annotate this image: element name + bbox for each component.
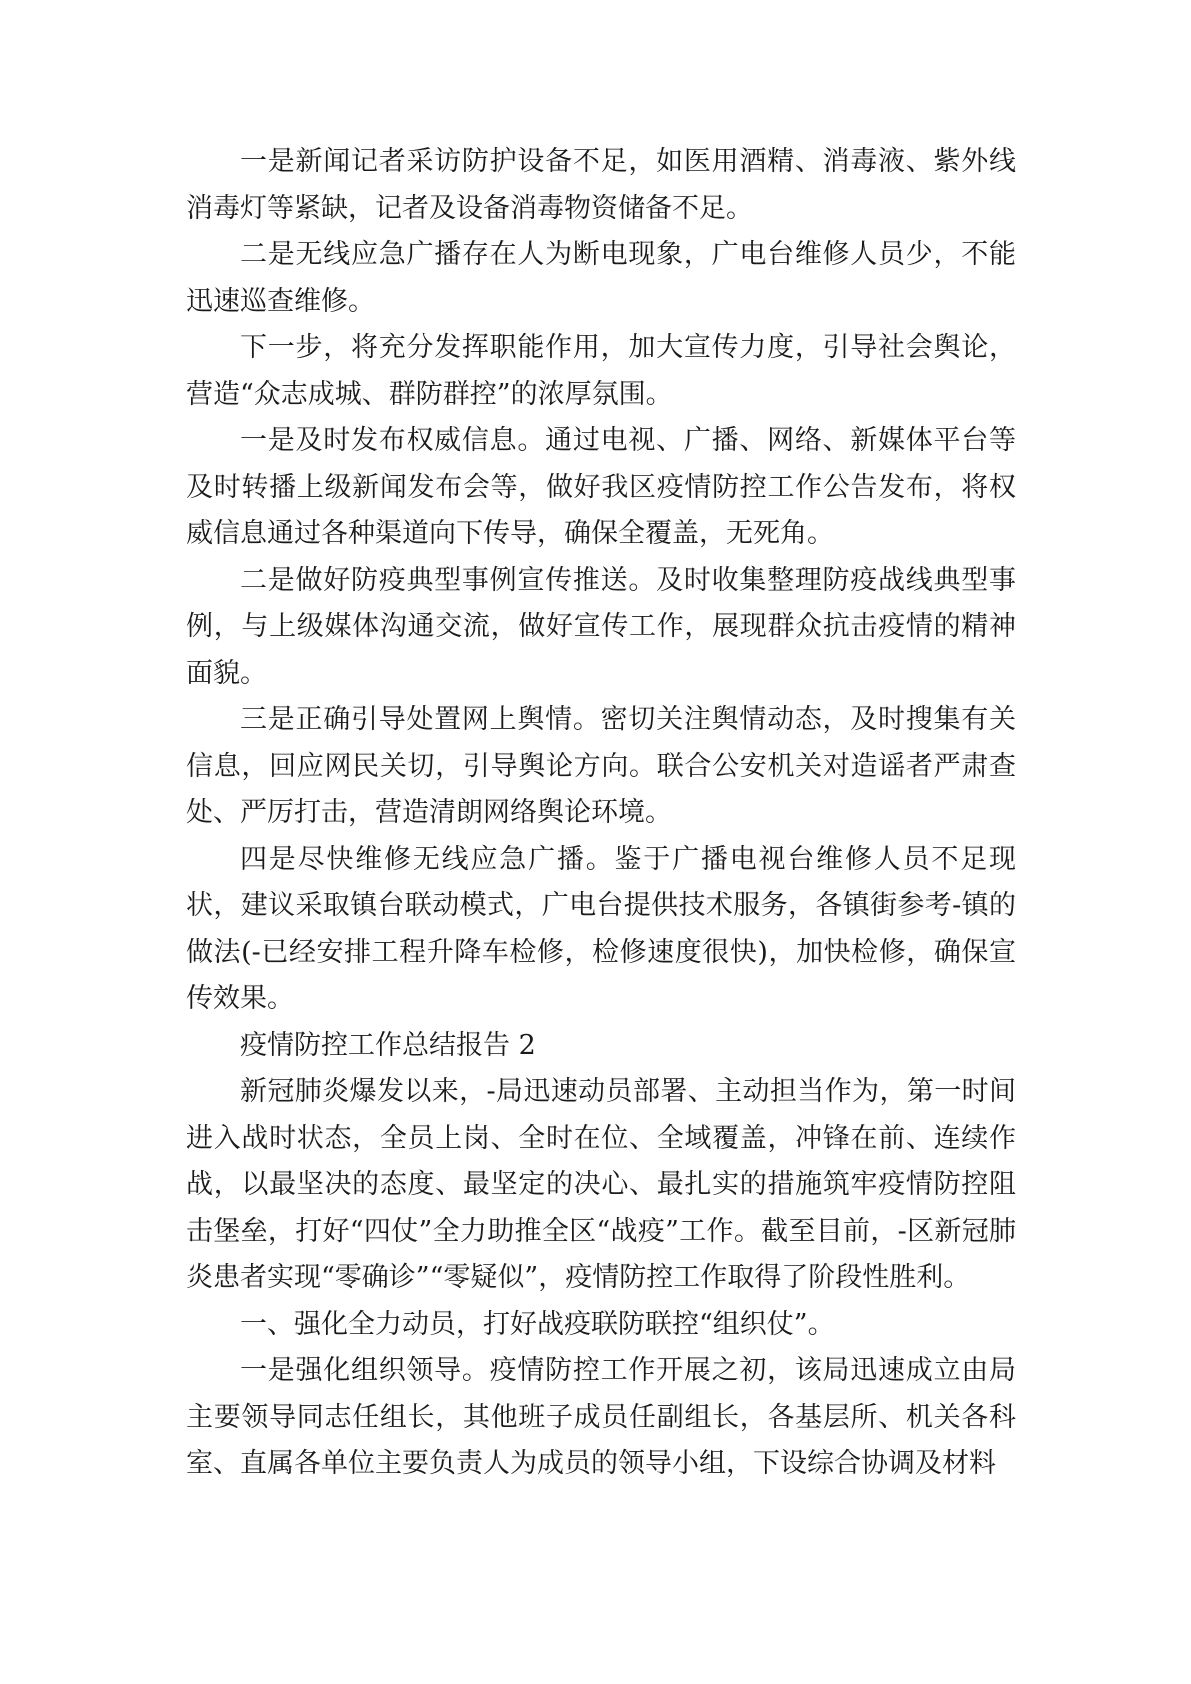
section-title: 疫情防控工作总结报告 2 bbox=[240, 1029, 536, 1061]
document-body bbox=[186, 139, 1016, 1488]
paragraph-4: 一是及时发布权威信息。通过电视、广播、网络、新媒体平台等及时转播上级新闻发布会等，做好我区疫情防控工作公告发布，将权威信息通过各种渠道向下传导，确保全覆盖，无死角。 bbox=[186, 425, 1016, 549]
paragraph-1: 一是新闻记者采访防护设备不足，如医用酒精、消毒液、紫外线消毒灯等紧缺，记者及设备消毒物资储备不足。 bbox=[186, 146, 1016, 224]
paragraph-5: 二是做好防疫典型事例宣传推送。及时收集整理防疫战线典型事例，与上级媒体沟通交流，做好宣传工作，展现群众抗击疫情的精神面貌。 bbox=[186, 564, 1016, 689]
paragraph-9: 一、强化全力动员，打好战疫联防联控“组织仗”。 bbox=[240, 1308, 835, 1340]
paragraph-10: 一是强化组织领导。疫情防控工作开展之初，该局迅速成立由局主要领导同志任组长，其他班子成员任副组长，各基层所、机关各科室、直属各单位主要负责人为成员的领导小组，下设综合协调及材料 bbox=[186, 1355, 1016, 1479]
paragraph-8: 新冠肺炎爆发以来，-局迅速动员部署、主动担当作为，第一时间进入战时状态，全员上岗、全时在位、全域覆盖，冲锋在前、连续作战，以最坚决的态度、最坚定的决心、最扎实的措施筑牢疫情防控阻击堡垒，打好“四仗”全力助推全区“战疫”工作。截至目前，-区新冠肺炎患者实现“零确诊”“零疑似”，疫情防控工作取得了阶段性胜利。 bbox=[186, 1076, 1016, 1293]
paragraph-7: 四是尽快维修无线应急广播。鉴于广播电视台维修人员不足现状，建议采取镇台联动模式，广电台提供技术服务，各镇街参考-镇的做法(-已经安排工程升降车检修，检修速度很快)，加快检修，确保宣传效果。 bbox=[186, 843, 1016, 1014]
paragraph-6: 三是正确引导处置网上舆情。密切关注舆情动态，及时搜集有关信息，回应网民关切，引导舆论方向。联合公安机关对造谣者严肃查处、严厉打击，营造清朗网络舆论环境。 bbox=[186, 704, 1016, 828]
paragraph-3: 下一步，将充分发挥职能作用，加大宣传力度，引导社会舆论，营造“众志成城、群防群控”的浓厚氛围。 bbox=[186, 332, 1016, 410]
paragraph-2: 二是无线应急广播存在人为断电现象，广电台维修人员少，不能迅速巡查维修。 bbox=[186, 239, 1016, 317]
